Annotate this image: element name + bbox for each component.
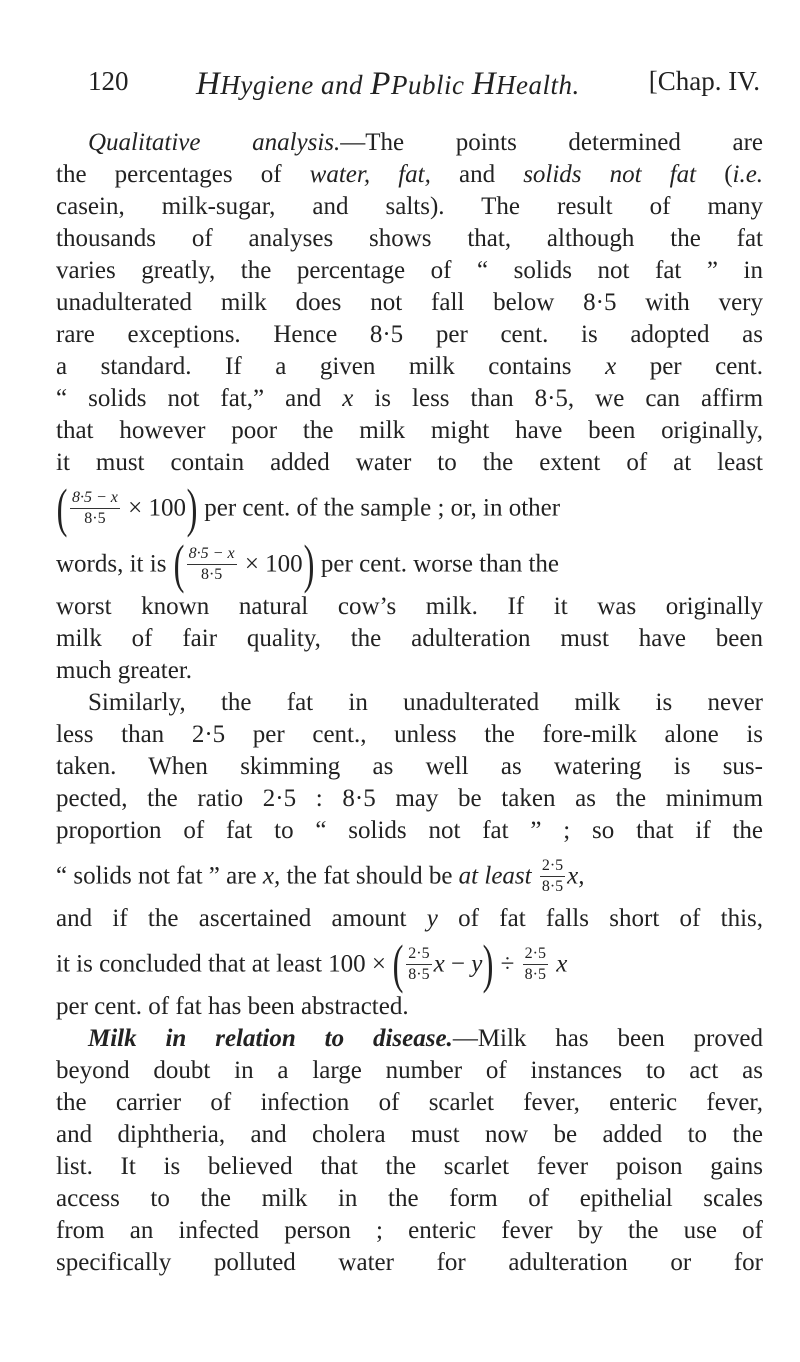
paragraph-line: unadulterated milk does not fall below 8·5 with very [56, 289, 763, 316]
paragraph-line: specifically polluted water for adulteration or for [56, 1249, 763, 1276]
fraction: $\frac{2\cdot 5}{8\cdot 5}$ [408, 944, 430, 983]
paragraph-line: list. It is believed that the scarlet fever poison gains [56, 1153, 763, 1180]
paragraph-line: Milk in relation to disease.—Milk has been proved [88, 1025, 763, 1052]
formula-line: words, it is ( $\frac{8\cdot 5 - x}{8\cdot 5}$ × 100) per cent. worse than the [56, 534, 560, 595]
body-text [56, 127, 763, 1279]
paragraph-line: access to the milk in the form of epithelial scales [56, 1185, 763, 1212]
paragraph-line: proportion of fat to “ solids not fat ” ; so that if the [56, 817, 763, 844]
paragraph-line: a standard. If a given milk contains x per cent. [56, 353, 764, 380]
paragraph-line: thousands of analyses shows that, although the fat [56, 225, 763, 252]
fraction: $\frac{8\cdot 5 - x}{8\cdot 5}$ [71, 488, 118, 527]
paragraph-line: it must contain added water to the extent of at least [56, 449, 763, 476]
paragraph-line: less than 2·5 per cent., unless the fore-milk alone is [56, 721, 763, 748]
paragraph-line: rare exceptions. Hence 8·5 per cent. is adopted as [56, 321, 763, 348]
section-heading: Qualitative analysis. [88, 129, 341, 156]
paragraph-line: Qualitative analysis.—The points determined are [88, 129, 763, 156]
formula-line: “ solids not fat ” are x, the fat should be at least $\frac{2\cdot 5}{8\cdot 5}$ x, [56, 856, 585, 895]
paragraph-line: “ solids not fat,” and x is less than 8·5, we can affirm [56, 385, 764, 412]
paragraph-line: milk of fair quality, the adulteration must have been [56, 625, 763, 652]
paragraph-line: taken. When skimming as well as watering is sus- [56, 753, 763, 780]
paragraph-line: casein, milk-sugar, and salts). The result of many [56, 193, 763, 220]
running-title: HHygiene and PPublic HHealth. [196, 66, 580, 102]
paragraph-line: pected, the ratio 2·5 : 8·5 may be taken as the minimum [56, 785, 763, 812]
paragraph-line: worst known natural cow’s milk. If it was originally [56, 593, 763, 620]
paragraph-line: the carrier of infection of scarlet fever, enteric fever, [56, 1089, 763, 1116]
paragraph-line: that however poor the milk might have been originally, [56, 417, 763, 444]
paragraph-line: from an infected person ; enteric fever by the use of [56, 1217, 763, 1244]
paragraph-line: and diphtheria, and cholera must now be added to the [56, 1121, 763, 1148]
paragraph-line: much greater. [56, 657, 193, 684]
running-header [88, 66, 760, 106]
fraction: $\frac{8\cdot 5 - x}{8\cdot 5}$ [188, 544, 235, 583]
formula-line: ( $\frac{8\cdot 5 - x}{8\cdot 5}$ × 100) per cent. of the sample ; or, in other [56, 478, 561, 539]
paragraph-line: the percentages of water, fat, and solids not fat (i.e. [56, 161, 764, 188]
fraction: $\frac{2\cdot 5}{8\cdot 5}$ [524, 944, 546, 983]
section-heading: Milk in relation to disease. [88, 1025, 453, 1052]
page-number: 120 [88, 66, 129, 96]
formula-line: it is concluded that at least 100 × ( $\frac{2\cdot 5}{8\cdot 5}$ x − y) ÷ $\frac{2\cdot 5}{8\cdot 5}$ x [56, 934, 568, 995]
fraction: $\frac{2\cdot 5}{8\cdot 5}$ [541, 856, 564, 895]
paragraph-line: beyond doubt in a large number of instances to act as [56, 1057, 763, 1084]
paragraph-line: varies greatly, the percentage of “ solids not fat ” in [56, 257, 763, 284]
paragraph-line: and if the ascertained amount y of fat falls short of this, [56, 905, 764, 932]
chapter-label: [Chap. IV. [648, 66, 760, 96]
paragraph-line: per cent. of fat has been abstracted. [56, 993, 409, 1020]
paragraph-line: Similarly, the fat in unadulterated milk is never [88, 689, 763, 716]
